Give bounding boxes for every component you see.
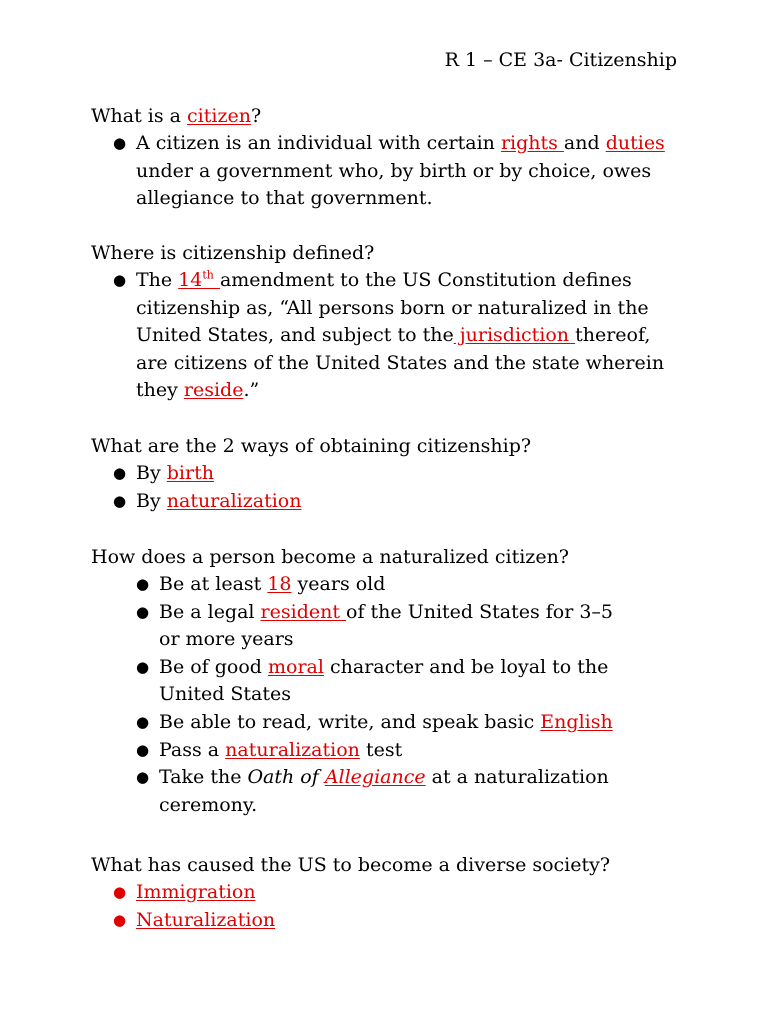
- answer-term: duties: [605, 132, 665, 154]
- section-citizenship-defined: [91, 239, 691, 405]
- bullet-dot-icon: ●: [113, 883, 127, 901]
- item-text: Pass a: [159, 738, 226, 761]
- answer-term: rights: [500, 132, 564, 154]
- bullet-dot-icon: ●: [136, 602, 150, 621]
- bullet-list: [91, 267, 691, 405]
- bullet-list: [91, 130, 691, 213]
- bullet-dot-icon: ●: [113, 491, 127, 510]
- item-text: under a government who, by birth or by choice, owes allegiance to that government.: [136, 159, 652, 210]
- bullet-dot-icon: ●: [136, 712, 150, 731]
- answer-term: naturalization: [166, 489, 302, 512]
- section-what-is-citizen: [91, 102, 691, 213]
- answer-term: citizen: [187, 105, 251, 127]
- question-heading: How does a person become a naturalized citizen?: [91, 546, 569, 568]
- italic-text: Oath of: [247, 766, 325, 789]
- item-text: years old: [291, 573, 386, 595]
- question-text: ?: [250, 105, 262, 127]
- answer-term: Naturalization: [136, 908, 276, 931]
- list-item: [91, 737, 691, 765]
- list-item: [91, 599, 634, 654]
- question-heading: [91, 102, 691, 130]
- item-text: and: [563, 132, 606, 154]
- bullet-list: [91, 571, 691, 819]
- item-text: Be able to read, write, and speak basic: [159, 710, 541, 733]
- list-item: [91, 654, 674, 709]
- item-text: test: [359, 738, 403, 761]
- answer-term: English: [540, 710, 613, 733]
- item-text: character and be loyal to the United States: [159, 655, 609, 706]
- bullet-list: [91, 879, 691, 934]
- bullet-dot-icon: ●: [113, 910, 127, 929]
- item-text: Be of good: [159, 655, 268, 678]
- bullet-dot-icon: ●: [113, 271, 127, 289]
- item-text: amendment to the US Constitution defines citizenship as, “All persons born or naturalized in the United States, and subject to the: [136, 269, 649, 347]
- list-item: [91, 130, 676, 213]
- answer-term: resident: [260, 600, 347, 623]
- item-text: .”: [243, 379, 260, 402]
- bullet-dot-icon: ●: [136, 768, 150, 787]
- list-item: [91, 267, 668, 405]
- answer-term-number: 14: [178, 269, 203, 291]
- item-text: The: [136, 269, 179, 291]
- item-text: Be a legal: [159, 600, 261, 623]
- item-text: Take the: [159, 766, 248, 789]
- item-text: thereof, are citizens of the United States and the state wherein they: [136, 324, 665, 402]
- list-item: [91, 571, 659, 599]
- bullet-list: [91, 460, 691, 515]
- list-item: [91, 764, 609, 819]
- bullet-dot-icon: ●: [136, 657, 150, 676]
- bullet-dot-icon: ●: [136, 575, 150, 593]
- answer-term: Allegiance: [324, 766, 426, 789]
- list-item: [91, 460, 691, 488]
- item-text: at a naturalization ceremony.: [159, 766, 609, 816]
- answer-term: 18: [267, 573, 292, 595]
- question-heading: Where is citizenship defined?: [91, 242, 375, 264]
- item-text: Be at least: [159, 573, 268, 595]
- section-naturalized-citizen: [91, 543, 691, 819]
- answer-term: naturalization: [225, 738, 360, 761]
- answer-term: moral: [268, 655, 324, 678]
- item-text: By: [136, 462, 167, 484]
- ordinal-suffix: th: [202, 268, 214, 282]
- document-title: R 1 – CE 3a- Citizenship: [444, 49, 677, 71]
- list-item: [91, 709, 679, 737]
- answer-term: reside: [183, 379, 244, 402]
- list-item: [91, 488, 691, 516]
- list-item: [91, 907, 691, 935]
- answer-term: [178, 269, 220, 291]
- question-heading: What has caused the US to become a diverse society?: [91, 854, 611, 876]
- item-text: of the United States for 3–5 or more years: [159, 600, 614, 651]
- item-text: A citizen is an individual with certain: [136, 132, 501, 154]
- bullet-dot-icon: ●: [113, 134, 127, 152]
- section-diverse-society: [91, 851, 691, 934]
- bullet-dot-icon: ●: [113, 464, 127, 482]
- question-text: What is a: [91, 105, 188, 127]
- answer-term: birth: [166, 462, 214, 484]
- bullet-dot-icon: ●: [136, 740, 150, 759]
- item-text: By: [136, 489, 167, 512]
- answer-term: Immigration: [136, 881, 256, 903]
- list-item: [91, 879, 691, 907]
- question-heading: What are the 2 ways of obtaining citizenship?: [91, 435, 532, 457]
- section-ways-of-citizenship: [91, 432, 691, 515]
- answer-term: jurisdiction: [453, 324, 576, 347]
